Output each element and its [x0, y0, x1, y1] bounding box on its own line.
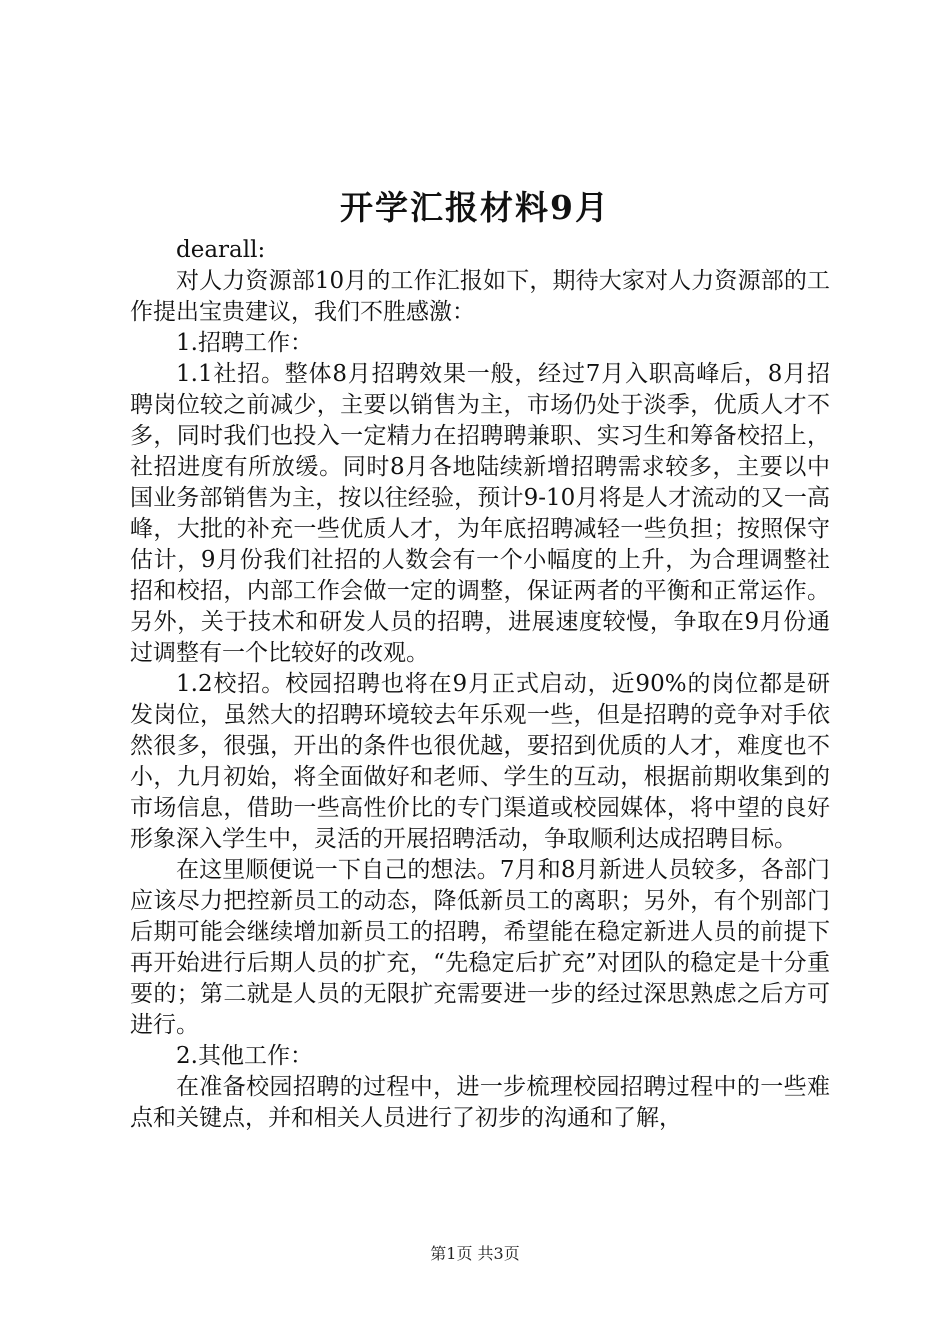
paragraph-social-recruitment: 1.1社招。整体8月招聘效果一般，经过7月入职高峰后，8月招聘岗位较之前减少，主要以销售为主，市场仍处于淡季，优质人才不多，同时我们也投入一定精力在招聘聘兼职、实习生和筹备校招上，社招进度有所放缓。同时8月各地陆续新增招聘需求较多，主要以中国业务部销售为主，按以往经验，预计9-10月将是人才流动的又一高峰，大批的补充一些优质人才，为年底招聘减轻一些负担；按照保守估计，9月份我们社招的人数会有一个小幅度的上升，为合理调整社招和校招，内部工作会做一定的调整，保证两者的平衡和正常运作。另外，关于技术和研发人员的招聘，进展速度较慢，争取在9月份通过调整有一个比较好的改观。: [130, 361, 830, 666]
section-heading-other-work: 2.其他工作：: [176, 1043, 313, 1069]
salutation: dearall:: [176, 237, 266, 263]
document-title: 开学汇报材料9月: [340, 188, 610, 227]
paragraph-campus-recruitment: 1.2校招。校园招聘也将在9月正式启动，近90%的岗位都是研发岗位，虽然大的招聘环境较去年乐观一些，但是招聘的竞争对手依然很多，很强，开出的条件也很优越，要招到优质的人才，难度也不小，九月初始，将全面做好和老师、学生的互动，根据前期收集到的市场信息，借助一些高性价比的专门渠道或校园媒体，将中望的良好形象深入学生中，灵活的开展招聘活动，争取顺利达成招聘目标。: [130, 671, 830, 852]
document-body: [130, 235, 830, 1134]
section-heading-recruitment: 1.招聘工作：: [176, 330, 313, 356]
intro-paragraph: 对人力资源部10月的工作汇报如下，期待大家对人力资源部的工作提出宝贵建议，我们不胜感激：: [130, 268, 830, 325]
paragraph-other-work: 在准备校园招聘的过程中，进一步梳理校园招聘过程中的一些难点和关键点，并和相关人员进行了初步的沟通和了解，: [130, 1074, 830, 1131]
paragraph-personal-thoughts: 在这里顺便说一下自己的想法。7月和8月新进人员较多，各部门应该尽力把控新员工的动态，降低新员工的离职；另外，有个别部门后期可能会继续增加新员工的招聘，希望能在稳定新进人员的前提下再开始进行后期人员的扩充，“先稳定后扩充”对团队的稳定是十分重要的；第二就是人员的无限扩充需要进一步的经过深思熟虑之后方可进行。: [130, 857, 830, 1038]
page-footer: 第1页 共3页: [430, 1244, 520, 1263]
